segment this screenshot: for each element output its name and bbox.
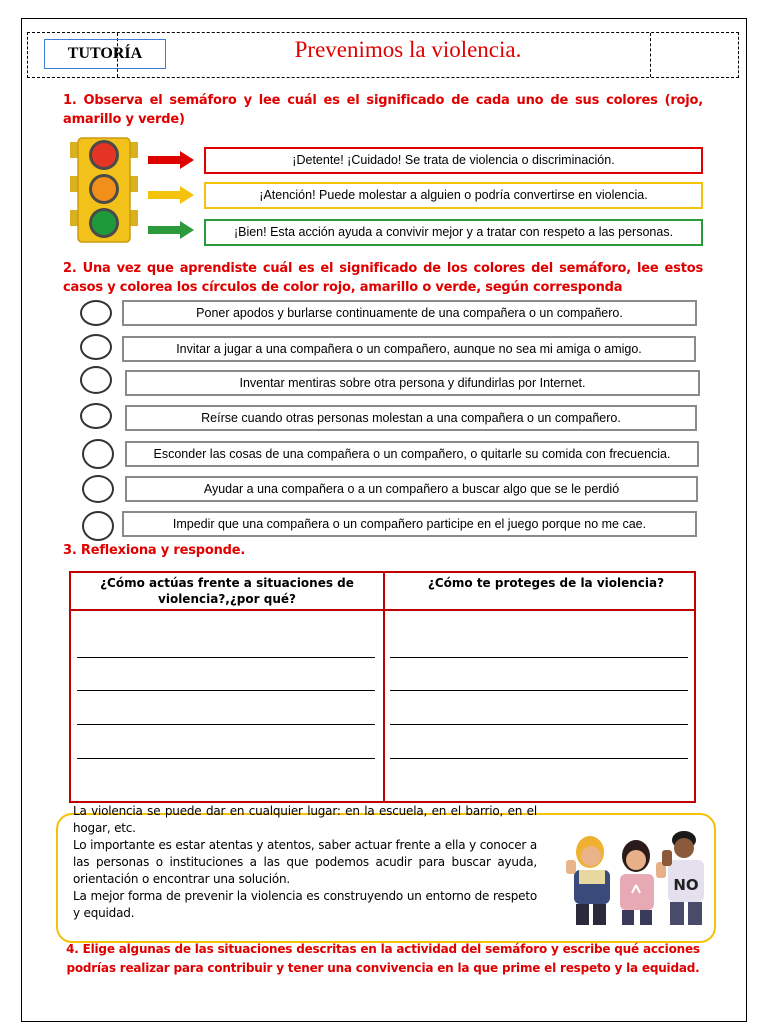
question-3: 3. Reflexiona y responde. [63, 543, 246, 558]
page-title: Prevenimos la violencia. [294, 37, 522, 62]
answer-line[interactable] [390, 758, 688, 759]
children-illustration-icon [566, 830, 706, 925]
meaning-red: ¡Detente! ¡Cuidado! Se trata de violencia o discriminación. [204, 147, 703, 174]
traffic-light-icon [66, 136, 142, 248]
column-header: ¿Cómo te proteges de la violencia? [427, 576, 665, 590]
answer-line[interactable] [390, 690, 688, 691]
answer-line[interactable] [77, 758, 375, 759]
reflection-table [69, 571, 696, 803]
meaning-green: ¡Bien! Esta acción ayuda a convivir mejor y a tratar con respeto a las personas. [204, 219, 703, 246]
red-arrow-icon [148, 151, 194, 169]
yellow-arrow-icon [148, 186, 194, 204]
case-item: Poner apodos y burlarse continuamente de una compañera o un compañero. [122, 300, 697, 326]
question-1: 1. Observa el semáforo y lee cuál es el significado de cada uno de sus colores (rojo, amarillo y verde) [63, 93, 703, 127]
color-circle[interactable] [82, 511, 114, 541]
answer-line[interactable] [77, 657, 375, 658]
question-4: 4. Elige algunas de las situaciones descritas en la actividad del semáforo y escribe qué acciones podrías realizar para contribuir y tener una convivencia en la que prime el respeto y la equidad. [66, 942, 700, 975]
info-paragraph: La mejor forma de prevenir la violencia es construyendo un entorno de respeto y equidad. [73, 889, 537, 920]
color-circle[interactable] [80, 403, 112, 429]
answer-line[interactable] [77, 724, 375, 725]
case-item: Impedir que una compañera o un compañero participe en el juego porque no me cae. [122, 511, 697, 537]
table-divider [383, 573, 385, 801]
subject-tag: TUTORÍA [44, 39, 166, 69]
color-circle[interactable] [82, 475, 114, 503]
header-box [27, 32, 739, 78]
info-paragraph: Lo importante es estar atentas y atentos, saber actuar frente a ella y conocer a las personas o instituciones a las que podemos acudir para buscar ayuda, orientación o encontrar una solución. [73, 838, 537, 886]
meaning-yellow: ¡Atención! Puede molestar a alguien o podría convertirse en violencia. [204, 182, 703, 209]
info-paragraph: La violencia se puede dar en cualquier lugar: en la escuela, en el barrio, en el hogar, etc. [73, 804, 537, 835]
no-sign-text: NO [673, 876, 699, 894]
color-circle[interactable] [80, 334, 112, 360]
color-circle[interactable] [80, 366, 112, 394]
header-divider [650, 33, 651, 77]
question-2: 2. Una vez que aprendiste cuál es el significado de los colores del semáforo, lee estos casos y colorea los círculos de color rojo, amarillo o verde, según corresponda [63, 261, 703, 295]
green-arrow-icon [148, 221, 194, 239]
case-item: Reírse cuando otras personas molestan a una compañera o un compañero. [125, 405, 697, 431]
case-item: Esconder las cosas de una compañera o un compañero, o quitarle su comida con frecuencia. [125, 441, 699, 467]
case-item: Invitar a jugar a una compañera o un compañero, aunque no sea mi amiga o amigo. [122, 336, 696, 362]
column-header: ¿Cómo actúas frente a situaciones de violencia?,¿por qué? [100, 576, 354, 606]
table-divider [71, 609, 694, 611]
answer-line[interactable] [390, 657, 688, 658]
case-item: Ayudar a una compañera o a un compañero a buscar algo que se le perdió [125, 476, 698, 502]
color-circle[interactable] [82, 439, 114, 469]
answer-line[interactable] [77, 690, 375, 691]
info-text [73, 803, 537, 922]
color-circle[interactable] [80, 300, 112, 326]
answer-line[interactable] [390, 724, 688, 725]
case-item: Inventar mentiras sobre otra persona y difundirlas por Internet. [125, 370, 700, 396]
